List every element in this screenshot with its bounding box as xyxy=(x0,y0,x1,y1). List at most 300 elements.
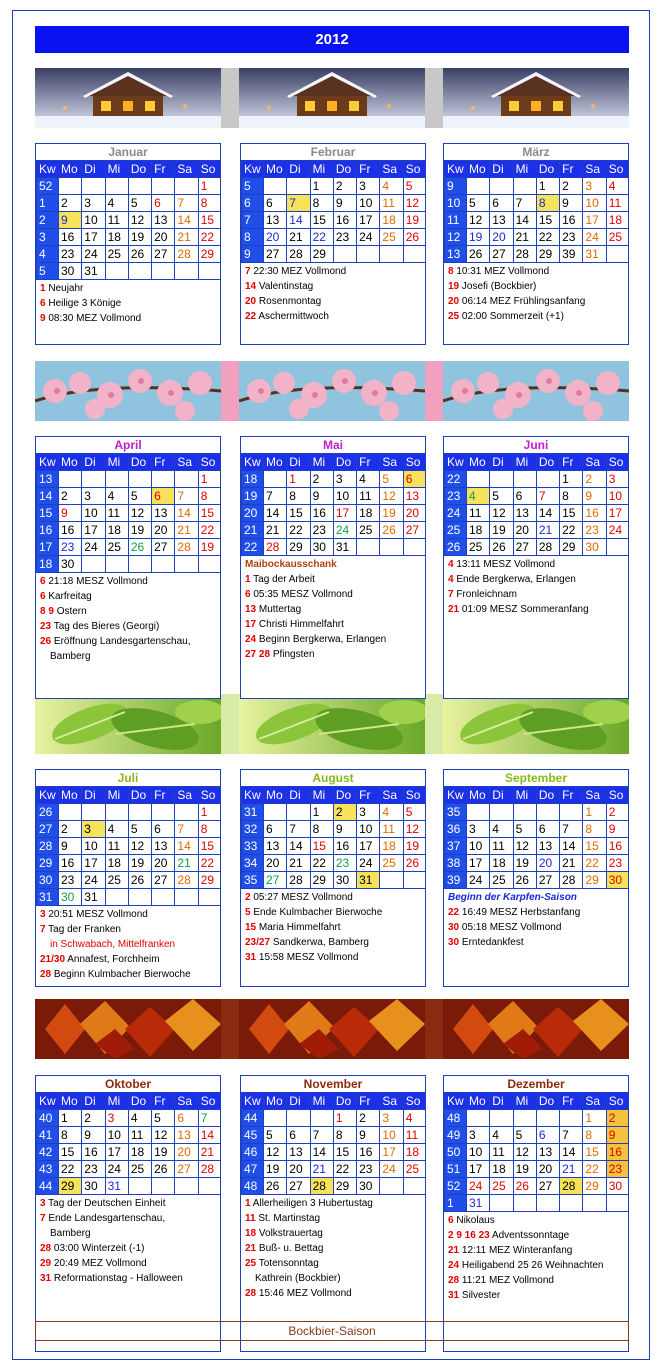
day-cell[interactable] xyxy=(105,804,128,821)
day-cell[interactable]: 9 xyxy=(59,505,82,522)
day-cell[interactable]: 17 xyxy=(82,522,105,539)
day-cell[interactable] xyxy=(152,471,175,488)
day-cell[interactable]: 14 xyxy=(560,1144,583,1161)
day-cell[interactable]: 16 xyxy=(82,1144,105,1161)
day-cell[interactable] xyxy=(264,471,287,488)
day-cell[interactable]: 13 xyxy=(264,212,287,229)
day-cell[interactable]: 7 xyxy=(175,195,198,212)
day-cell[interactable]: 4 xyxy=(128,1110,151,1127)
day-cell[interactable]: 7 xyxy=(536,488,559,505)
day-cell[interactable]: 7 xyxy=(560,821,583,838)
day-cell[interactable]: 9 xyxy=(82,1127,105,1144)
day-cell[interactable]: 4 xyxy=(105,195,128,212)
day-cell[interactable]: 4 xyxy=(490,821,513,838)
day-cell[interactable]: 11 xyxy=(606,195,629,212)
day-cell[interactable]: 8 xyxy=(560,488,583,505)
day-cell[interactable]: 3 xyxy=(82,821,105,838)
day-cell[interactable]: 24 xyxy=(583,229,606,246)
day-cell[interactable]: 31 xyxy=(467,1195,490,1212)
day-cell[interactable]: 12 xyxy=(403,195,426,212)
day-cell[interactable]: 30 xyxy=(583,539,606,556)
day-cell[interactable]: 24 xyxy=(380,1161,403,1178)
day-cell[interactable]: 11 xyxy=(380,195,403,212)
day-cell[interactable]: 27 xyxy=(152,872,175,889)
day-cell[interactable]: 12 xyxy=(128,505,151,522)
day-cell[interactable]: 20 xyxy=(536,1161,559,1178)
day-cell[interactable]: 28 xyxy=(560,1178,583,1195)
day-cell[interactable] xyxy=(536,1195,559,1212)
day-cell[interactable]: 28 xyxy=(310,1178,333,1195)
day-cell[interactable]: 25 xyxy=(105,539,128,556)
day-cell[interactable]: 6 xyxy=(152,821,175,838)
day-cell[interactable]: 22 xyxy=(583,855,606,872)
day-cell[interactable]: 2 xyxy=(333,804,356,821)
day-cell[interactable]: 13 xyxy=(175,1127,198,1144)
day-cell[interactable]: 9 xyxy=(583,488,606,505)
day-cell[interactable]: 24 xyxy=(467,872,490,889)
day-cell[interactable]: 24 xyxy=(357,229,380,246)
day-cell[interactable]: 21 xyxy=(264,522,287,539)
day-cell[interactable]: 19 xyxy=(198,539,221,556)
day-cell[interactable]: 21 xyxy=(175,855,198,872)
day-cell[interactable]: 16 xyxy=(560,212,583,229)
day-cell[interactable]: 17 xyxy=(105,1144,128,1161)
day-cell[interactable] xyxy=(198,889,221,906)
day-cell[interactable] xyxy=(175,804,198,821)
day-cell[interactable]: 23 xyxy=(59,872,82,889)
day-cell[interactable]: 14 xyxy=(287,838,310,855)
day-cell[interactable]: 17 xyxy=(380,1144,403,1161)
day-cell[interactable]: 7 xyxy=(287,195,310,212)
day-cell[interactable]: 4 xyxy=(357,471,380,488)
day-cell[interactable] xyxy=(128,556,151,573)
day-cell[interactable]: 3 xyxy=(380,1110,403,1127)
day-cell[interactable]: 10 xyxy=(82,505,105,522)
day-cell[interactable]: 12 xyxy=(513,1144,536,1161)
day-cell[interactable]: 28 xyxy=(175,872,198,889)
day-cell[interactable]: 10 xyxy=(357,195,380,212)
day-cell[interactable]: 8 xyxy=(583,1127,606,1144)
day-cell[interactable] xyxy=(175,1178,198,1195)
day-cell[interactable]: 27 xyxy=(490,246,513,263)
day-cell[interactable] xyxy=(490,471,513,488)
day-cell[interactable]: 9 xyxy=(560,195,583,212)
day-cell[interactable]: 20 xyxy=(152,522,175,539)
day-cell[interactable]: 19 xyxy=(128,855,151,872)
day-cell[interactable] xyxy=(490,1110,513,1127)
day-cell[interactable]: 21 xyxy=(175,229,198,246)
day-cell[interactable]: 24 xyxy=(357,855,380,872)
day-cell[interactable]: 26 xyxy=(490,539,513,556)
day-cell[interactable]: 10 xyxy=(467,838,490,855)
day-cell[interactable]: 27 xyxy=(536,1178,559,1195)
day-cell[interactable]: 31 xyxy=(105,1178,128,1195)
day-cell[interactable] xyxy=(403,1178,426,1195)
day-cell[interactable]: 18 xyxy=(105,229,128,246)
day-cell[interactable]: 15 xyxy=(583,838,606,855)
day-cell[interactable]: 28 xyxy=(536,539,559,556)
day-cell[interactable]: 16 xyxy=(606,838,629,855)
day-cell[interactable]: 4 xyxy=(606,178,629,195)
day-cell[interactable]: 19 xyxy=(403,212,426,229)
day-cell[interactable]: 25 xyxy=(467,539,490,556)
day-cell[interactable]: 27 xyxy=(513,539,536,556)
day-cell[interactable]: 2 xyxy=(310,471,333,488)
day-cell[interactable] xyxy=(403,872,426,889)
day-cell[interactable]: 11 xyxy=(105,212,128,229)
day-cell[interactable]: 19 xyxy=(152,1144,175,1161)
day-cell[interactable] xyxy=(128,804,151,821)
day-cell[interactable]: 2 xyxy=(606,804,629,821)
day-cell[interactable]: 12 xyxy=(380,488,403,505)
day-cell[interactable]: 13 xyxy=(536,838,559,855)
day-cell[interactable]: 8 xyxy=(536,195,559,212)
day-cell[interactable] xyxy=(264,178,287,195)
day-cell[interactable]: 2 xyxy=(59,488,82,505)
day-cell[interactable]: 29 xyxy=(59,1178,82,1195)
day-cell[interactable]: 5 xyxy=(490,488,513,505)
day-cell[interactable]: 9 xyxy=(310,488,333,505)
day-cell[interactable]: 17 xyxy=(82,855,105,872)
day-cell[interactable]: 20 xyxy=(490,229,513,246)
day-cell[interactable] xyxy=(467,1110,490,1127)
day-cell[interactable]: 27 xyxy=(264,246,287,263)
day-cell[interactable] xyxy=(82,556,105,573)
day-cell[interactable]: 30 xyxy=(59,263,82,280)
day-cell[interactable]: 8 xyxy=(310,195,333,212)
day-cell[interactable]: 15 xyxy=(287,505,310,522)
day-cell[interactable]: 15 xyxy=(536,212,559,229)
day-cell[interactable]: 14 xyxy=(536,505,559,522)
day-cell[interactable] xyxy=(175,471,198,488)
day-cell[interactable]: 14 xyxy=(198,1127,221,1144)
day-cell[interactable] xyxy=(128,1178,151,1195)
day-cell[interactable] xyxy=(82,804,105,821)
day-cell[interactable]: 21 xyxy=(536,522,559,539)
day-cell[interactable]: 20 xyxy=(287,1161,310,1178)
day-cell[interactable] xyxy=(175,556,198,573)
day-cell[interactable] xyxy=(105,471,128,488)
day-cell[interactable]: 22 xyxy=(287,522,310,539)
day-cell[interactable]: 21 xyxy=(287,229,310,246)
day-cell[interactable] xyxy=(59,471,82,488)
day-cell[interactable]: 11 xyxy=(490,838,513,855)
day-cell[interactable]: 10 xyxy=(380,1127,403,1144)
day-cell[interactable]: 15 xyxy=(310,838,333,855)
day-cell[interactable]: 11 xyxy=(128,1127,151,1144)
day-cell[interactable]: 6 xyxy=(287,1127,310,1144)
day-cell[interactable]: 24 xyxy=(82,246,105,263)
day-cell[interactable] xyxy=(467,804,490,821)
day-cell[interactable]: 6 xyxy=(152,195,175,212)
day-cell[interactable] xyxy=(467,471,490,488)
day-cell[interactable]: 29 xyxy=(287,539,310,556)
day-cell[interactable]: 31 xyxy=(357,872,380,889)
day-cell[interactable] xyxy=(128,471,151,488)
day-cell[interactable]: 18 xyxy=(357,505,380,522)
day-cell[interactable]: 29 xyxy=(310,246,333,263)
day-cell[interactable]: 11 xyxy=(467,505,490,522)
day-cell[interactable] xyxy=(128,889,151,906)
day-cell[interactable]: 7 xyxy=(310,1127,333,1144)
day-cell[interactable]: 28 xyxy=(287,872,310,889)
day-cell[interactable] xyxy=(287,1110,310,1127)
day-cell[interactable] xyxy=(152,889,175,906)
day-cell[interactable] xyxy=(380,1178,403,1195)
day-cell[interactable] xyxy=(380,872,403,889)
day-cell[interactable]: 16 xyxy=(357,1144,380,1161)
day-cell[interactable]: 25 xyxy=(380,855,403,872)
day-cell[interactable]: 8 xyxy=(583,821,606,838)
day-cell[interactable]: 8 xyxy=(198,488,221,505)
day-cell[interactable] xyxy=(175,178,198,195)
day-cell[interactable]: 14 xyxy=(560,838,583,855)
day-cell[interactable]: 16 xyxy=(583,505,606,522)
day-cell[interactable]: 1 xyxy=(198,804,221,821)
day-cell[interactable]: 14 xyxy=(287,212,310,229)
day-cell[interactable]: 6 xyxy=(536,1127,559,1144)
day-cell[interactable]: 22 xyxy=(560,522,583,539)
day-cell[interactable]: 10 xyxy=(333,488,356,505)
day-cell[interactable]: 19 xyxy=(128,522,151,539)
day-cell[interactable]: 15 xyxy=(198,212,221,229)
day-cell[interactable]: 19 xyxy=(264,1161,287,1178)
day-cell[interactable]: 7 xyxy=(175,488,198,505)
day-cell[interactable]: 13 xyxy=(287,1144,310,1161)
day-cell[interactable]: 20 xyxy=(152,229,175,246)
day-cell[interactable]: 9 xyxy=(357,1127,380,1144)
day-cell[interactable]: 3 xyxy=(467,1127,490,1144)
day-cell[interactable] xyxy=(152,1178,175,1195)
day-cell[interactable]: 31 xyxy=(333,539,356,556)
day-cell[interactable]: 2 xyxy=(59,195,82,212)
day-cell[interactable]: 8 xyxy=(287,488,310,505)
day-cell[interactable]: 25 xyxy=(105,246,128,263)
day-cell[interactable] xyxy=(198,1178,221,1195)
day-cell[interactable]: 6 xyxy=(152,488,175,505)
day-cell[interactable]: 18 xyxy=(105,855,128,872)
day-cell[interactable]: 14 xyxy=(310,1144,333,1161)
day-cell[interactable]: 22 xyxy=(59,1161,82,1178)
day-cell[interactable]: 12 xyxy=(513,838,536,855)
day-cell[interactable]: 30 xyxy=(357,1178,380,1195)
day-cell[interactable]: 25 xyxy=(357,522,380,539)
day-cell[interactable]: 20 xyxy=(513,522,536,539)
day-cell[interactable]: 14 xyxy=(264,505,287,522)
day-cell[interactable]: 27 xyxy=(264,872,287,889)
day-cell[interactable]: 14 xyxy=(175,838,198,855)
day-cell[interactable]: 1 xyxy=(536,178,559,195)
day-cell[interactable] xyxy=(513,471,536,488)
day-cell[interactable]: 10 xyxy=(82,838,105,855)
day-cell[interactable]: 17 xyxy=(333,505,356,522)
day-cell[interactable]: 23 xyxy=(357,1161,380,1178)
day-cell[interactable] xyxy=(264,804,287,821)
day-cell[interactable]: 12 xyxy=(128,838,151,855)
day-cell[interactable]: 4 xyxy=(380,178,403,195)
day-cell[interactable]: 21 xyxy=(198,1144,221,1161)
day-cell[interactable]: 8 xyxy=(59,1127,82,1144)
day-cell[interactable]: 26 xyxy=(128,539,151,556)
day-cell[interactable] xyxy=(82,471,105,488)
day-cell[interactable] xyxy=(82,178,105,195)
day-cell[interactable]: 17 xyxy=(357,212,380,229)
day-cell[interactable]: 2 xyxy=(357,1110,380,1127)
day-cell[interactable]: 18 xyxy=(403,1144,426,1161)
day-cell[interactable]: 28 xyxy=(513,246,536,263)
day-cell[interactable]: 18 xyxy=(128,1144,151,1161)
day-cell[interactable]: 9 xyxy=(606,1127,629,1144)
day-cell[interactable] xyxy=(175,889,198,906)
day-cell[interactable]: 5 xyxy=(128,195,151,212)
day-cell[interactable]: 12 xyxy=(467,212,490,229)
day-cell[interactable] xyxy=(128,263,151,280)
day-cell[interactable]: 26 xyxy=(128,872,151,889)
day-cell[interactable] xyxy=(357,246,380,263)
day-cell[interactable] xyxy=(287,178,310,195)
day-cell[interactable]: 15 xyxy=(333,1144,356,1161)
day-cell[interactable]: 16 xyxy=(59,855,82,872)
day-cell[interactable]: 3 xyxy=(82,488,105,505)
day-cell[interactable]: 3 xyxy=(105,1110,128,1127)
day-cell[interactable]: 22 xyxy=(583,1161,606,1178)
day-cell[interactable]: 26 xyxy=(513,1178,536,1195)
day-cell[interactable]: 1 xyxy=(310,178,333,195)
day-cell[interactable]: 21 xyxy=(560,855,583,872)
day-cell[interactable]: 21 xyxy=(287,855,310,872)
day-cell[interactable] xyxy=(490,178,513,195)
day-cell[interactable]: 16 xyxy=(59,522,82,539)
day-cell[interactable] xyxy=(606,1195,629,1212)
day-cell[interactable]: 9 xyxy=(59,838,82,855)
day-cell[interactable]: 17 xyxy=(606,505,629,522)
day-cell[interactable]: 2 xyxy=(560,178,583,195)
day-cell[interactable]: 25 xyxy=(380,229,403,246)
day-cell[interactable]: 8 xyxy=(310,821,333,838)
day-cell[interactable]: 5 xyxy=(380,471,403,488)
day-cell[interactable] xyxy=(264,1110,287,1127)
day-cell[interactable] xyxy=(490,804,513,821)
day-cell[interactable]: 7 xyxy=(287,821,310,838)
day-cell[interactable]: 16 xyxy=(333,212,356,229)
day-cell[interactable] xyxy=(152,804,175,821)
day-cell[interactable]: 31 xyxy=(583,246,606,263)
day-cell[interactable]: 9 xyxy=(606,821,629,838)
day-cell[interactable]: 27 xyxy=(175,1161,198,1178)
day-cell[interactable] xyxy=(333,246,356,263)
day-cell[interactable]: 6 xyxy=(403,471,426,488)
day-cell[interactable]: 7 xyxy=(560,1127,583,1144)
day-cell[interactable]: 2 xyxy=(59,821,82,838)
day-cell[interactable]: 16 xyxy=(59,229,82,246)
day-cell[interactable]: 28 xyxy=(560,872,583,889)
day-cell[interactable]: 26 xyxy=(513,872,536,889)
day-cell[interactable]: 18 xyxy=(380,212,403,229)
day-cell[interactable]: 19 xyxy=(467,229,490,246)
day-cell[interactable]: 8 xyxy=(333,1127,356,1144)
day-cell[interactable]: 11 xyxy=(357,488,380,505)
day-cell[interactable]: 26 xyxy=(467,246,490,263)
day-cell[interactable] xyxy=(105,889,128,906)
day-cell[interactable] xyxy=(380,246,403,263)
day-cell[interactable]: 17 xyxy=(357,838,380,855)
day-cell[interactable]: 10 xyxy=(606,488,629,505)
day-cell[interactable]: 9 xyxy=(333,821,356,838)
day-cell[interactable]: 20 xyxy=(264,855,287,872)
day-cell[interactable]: 7 xyxy=(175,821,198,838)
day-cell[interactable] xyxy=(536,1110,559,1127)
day-cell[interactable]: 2 xyxy=(82,1110,105,1127)
day-cell[interactable] xyxy=(536,471,559,488)
day-cell[interactable]: 20 xyxy=(264,229,287,246)
day-cell[interactable]: 11 xyxy=(105,838,128,855)
day-cell[interactable]: 5 xyxy=(264,1127,287,1144)
day-cell[interactable]: 29 xyxy=(333,1178,356,1195)
day-cell[interactable]: 11 xyxy=(105,505,128,522)
day-cell[interactable]: 10 xyxy=(82,212,105,229)
day-cell[interactable]: 23 xyxy=(59,539,82,556)
day-cell[interactable]: 17 xyxy=(82,229,105,246)
day-cell[interactable]: 1 xyxy=(310,804,333,821)
day-cell[interactable]: 26 xyxy=(264,1178,287,1195)
day-cell[interactable] xyxy=(403,246,426,263)
day-cell[interactable]: 24 xyxy=(82,872,105,889)
day-cell[interactable]: 1 xyxy=(59,1110,82,1127)
day-cell[interactable]: 23 xyxy=(310,522,333,539)
day-cell[interactable]: 18 xyxy=(467,522,490,539)
day-cell[interactable]: 5 xyxy=(513,1127,536,1144)
day-cell[interactable]: 11 xyxy=(403,1127,426,1144)
day-cell[interactable]: 3 xyxy=(583,178,606,195)
day-cell[interactable]: 24 xyxy=(105,1161,128,1178)
day-cell[interactable]: 29 xyxy=(310,872,333,889)
day-cell[interactable]: 4 xyxy=(380,804,403,821)
day-cell[interactable] xyxy=(583,1195,606,1212)
day-cell[interactable] xyxy=(310,1110,333,1127)
day-cell[interactable]: 1 xyxy=(333,1110,356,1127)
day-cell[interactable]: 14 xyxy=(175,212,198,229)
day-cell[interactable]: 26 xyxy=(128,246,151,263)
day-cell[interactable]: 5 xyxy=(467,195,490,212)
day-cell[interactable]: 24 xyxy=(82,539,105,556)
day-cell[interactable]: 30 xyxy=(310,539,333,556)
day-cell[interactable]: 19 xyxy=(380,505,403,522)
day-cell[interactable]: 29 xyxy=(198,246,221,263)
day-cell[interactable]: 22 xyxy=(198,229,221,246)
day-cell[interactable]: 14 xyxy=(175,505,198,522)
day-cell[interactable] xyxy=(513,178,536,195)
day-cell[interactable]: 27 xyxy=(152,246,175,263)
day-cell[interactable] xyxy=(198,556,221,573)
day-cell[interactable]: 13 xyxy=(490,212,513,229)
day-cell[interactable]: 15 xyxy=(198,838,221,855)
day-cell[interactable]: 28 xyxy=(175,246,198,263)
day-cell[interactable]: 6 xyxy=(490,195,513,212)
day-cell[interactable]: 25 xyxy=(490,872,513,889)
day-cell[interactable]: 13 xyxy=(513,505,536,522)
day-cell[interactable]: 23 xyxy=(59,246,82,263)
day-cell[interactable]: 23 xyxy=(606,1161,629,1178)
day-cell[interactable]: 23 xyxy=(82,1161,105,1178)
day-cell[interactable] xyxy=(606,246,629,263)
day-cell[interactable]: 30 xyxy=(606,1178,629,1195)
day-cell[interactable]: 13 xyxy=(152,505,175,522)
day-cell[interactable]: 22 xyxy=(310,855,333,872)
day-cell[interactable]: 7 xyxy=(264,488,287,505)
day-cell[interactable]: 25 xyxy=(606,229,629,246)
day-cell[interactable]: 26 xyxy=(403,229,426,246)
day-cell[interactable]: 16 xyxy=(606,1144,629,1161)
